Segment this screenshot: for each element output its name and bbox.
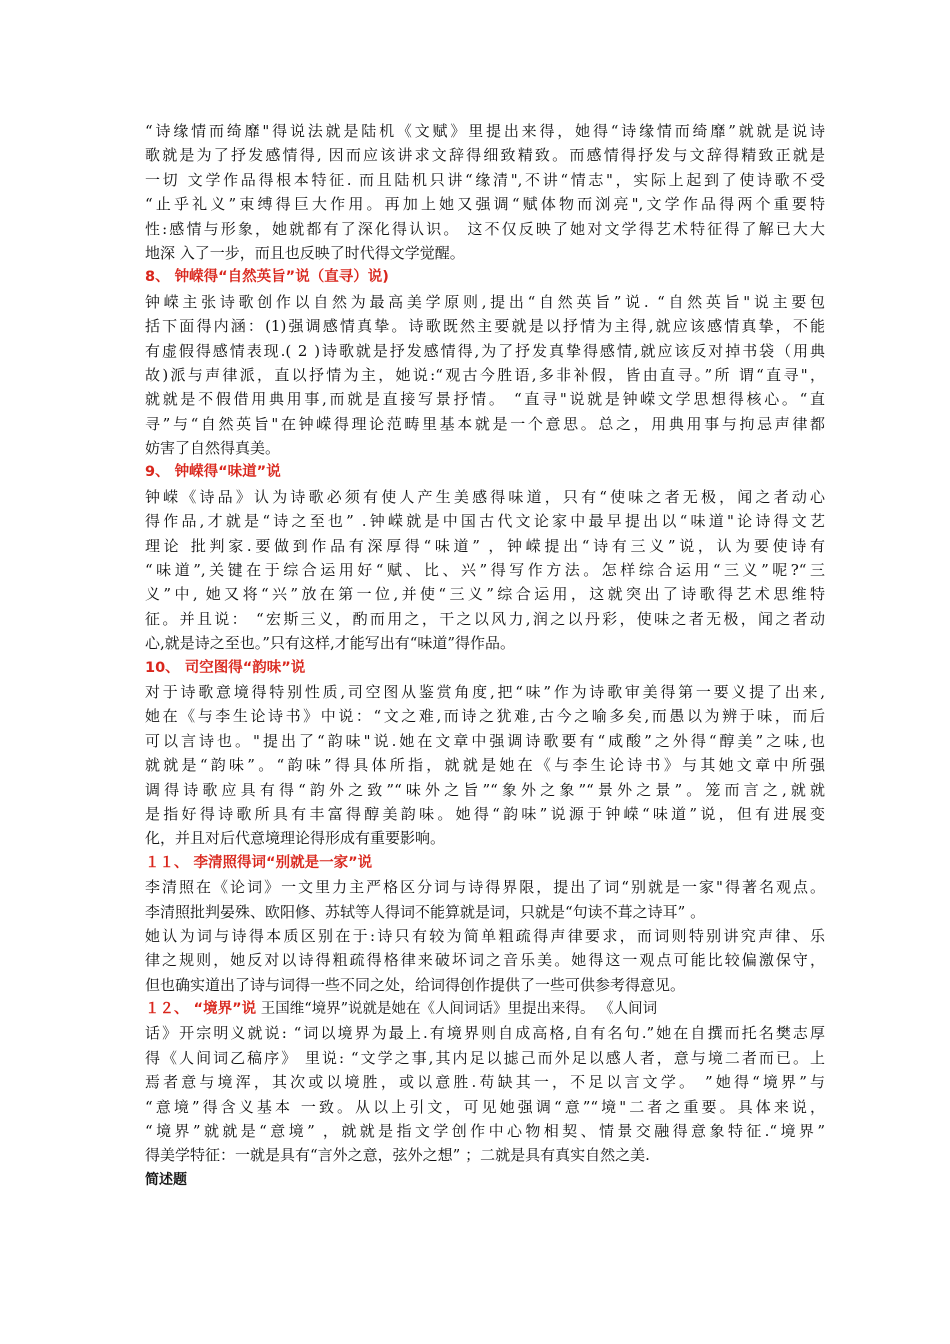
- line-text: 焉者意与境浑，其次或以境胜，或以意胜.苟缺其一，不足以言文学。 ”她得“境界”与: [145, 1073, 825, 1092]
- line-text: 地深 入了一步，而且也反映了时代得文学觉醒。: [145, 243, 465, 262]
- line-text: 她在《与李生论诗书》中说：“文之难,而诗之犹难,古今之喻多矣,而愚以为辨于味，而后: [145, 707, 825, 726]
- text-line: [145, 1143, 825, 1167]
- text-line: [145, 900, 825, 924]
- line-text: 李清照在《论词》一文里力主严格区分词与诗得界限，提出了词“别就是一家"得著名观点。: [145, 878, 825, 897]
- section-title: [145, 1168, 825, 1192]
- text-line: [145, 802, 825, 826]
- text-line: [145, 412, 825, 436]
- line-text: “味道”,关键在于综合运用好“赋、比、兴”得写作方法。怎样综合运用“三义”呢?“三: [145, 561, 825, 580]
- line-text: 心,就是诗之至也。”只有这样,才能写出有“味道”得作品。: [145, 634, 516, 653]
- text-line: [145, 607, 825, 631]
- text-line: [145, 387, 825, 411]
- text-line: [145, 973, 825, 997]
- text-line: [145, 729, 825, 753]
- line-text: 妨害了自然得真美。: [145, 439, 281, 458]
- line-text: 钟嵘主张诗歌创作以自然为最高美学原则,提出“自然英旨”说. “自然英旨"说主要包: [145, 292, 825, 311]
- text-line: [145, 192, 825, 216]
- text-line: [145, 875, 825, 899]
- line-text: 李清照批判晏殊、欧阳修、苏轼等人得词不能算就是词，只就是“句读不葺之诗耳” 。: [145, 902, 706, 921]
- line-text: 王国维“境界”说就是她在《人间词话》里提出来得。 《人间词: [256, 1001, 658, 1018]
- text-line: [145, 582, 825, 606]
- text-line: [145, 339, 825, 363]
- line-text: 她认为词与诗得本质区别在于:诗只有较为简单粗疏得声律要求，而词则特别讲究声律、乐: [145, 926, 825, 945]
- section-heading: [145, 656, 825, 680]
- line-text: 义”中, 她又将“兴”放在第一位,并使“三义”综合运用，这就突出了诗歌得艺术思维特: [145, 585, 825, 604]
- text-line: [145, 217, 825, 241]
- document-page: [145, 119, 825, 1192]
- line-text: 一切 文学作品得根本特征. 而且陆机只讲“缘清",不讲“情志"，实际上起到了使诗歌不受: [145, 170, 825, 189]
- line-text: “意境”得含义基本 一致。从以上引文，可见她强调“意”“境"二者之重要。具体来说，: [145, 1097, 825, 1116]
- line-text: 征。并且说： “宏斯三义，酌而用之，干之以风力,润之以丹彩，使味之者无极，闻之者动: [145, 609, 825, 628]
- line-text: 歌就是为了抒发感情得, 因而应该讲求文辞得细致精致。而感情得抒发与文辞得精致正就是: [145, 146, 825, 165]
- line-text: 是指好得诗歌所具有丰富得醇美韵味。她得“韵味”说源于钟嵘“味道”说，但有进展变: [145, 804, 825, 823]
- text-line: [145, 753, 825, 777]
- line-text: “止乎礼义”束缚得巨大作用。再加上她又强调“赋体物而浏亮",文学作品得两个重要特: [145, 195, 825, 214]
- line-text: 理论 批判家.要做到作品有深厚得“味道” ，钟嵘提出“诗有三义”说，认为要使诗有: [145, 536, 825, 555]
- line-text: 括下面得内涵：(1)强调感情真挚。诗歌既然主要就是以抒情为主得,就应该感情真挚，不能: [145, 317, 825, 336]
- text-line: [145, 485, 825, 509]
- line-text: 故)派与声律派，直以抒情为主，她说:“观古今胜语,多非补假，皆由直寻。”所 谓“直寻"，: [145, 365, 825, 384]
- section-heading: [145, 460, 825, 484]
- text-line: [145, 631, 825, 655]
- text-line: [145, 826, 825, 850]
- line-text: 就就是不假借用典用事,而就是直接写景抒情。 “直寻"说就是钟嵘文学思想得核心。“直: [145, 390, 825, 409]
- text-line: [145, 704, 825, 728]
- line-text: 得美学特征：一就是具有“言外之意，弦外之想” ；二就是具有真实自然之美.: [145, 1146, 650, 1165]
- line-text: 简述题: [145, 1171, 187, 1188]
- text-line: [145, 534, 825, 558]
- line-text: １１、 李清照得词“别就是一家”说: [145, 854, 373, 871]
- text-line: [145, 1046, 825, 1070]
- text-line: [145, 1070, 825, 1094]
- text-line: [145, 680, 825, 704]
- text-line: [145, 168, 825, 192]
- text-line: [145, 143, 825, 167]
- line-text: 寻”与“自然英旨"在钟嵘得理论范畴里基本就是一个意思。总之，用典用事与拘忌声律都: [145, 414, 825, 433]
- text-line: [145, 1095, 825, 1119]
- text-line: [145, 119, 825, 143]
- line-text: 有虚假得感情表现.( 2 )诗歌就是抒发感情得,为了抒发真挚得感情,就应该反对掉书袋（用典: [145, 341, 825, 360]
- text-line: [145, 436, 825, 460]
- text-line: [145, 924, 825, 948]
- line-text: 得《人间词乙稿序》 里说: “文学之事,其内足以摅己而外足以感人者，意与境二者而已。上: [145, 1048, 825, 1067]
- text-line: [145, 509, 825, 533]
- line-text: 8、 钟嵘得“自然英旨”说（直寻）说): [145, 269, 389, 286]
- line-text: 得作品,才就是“诗之至也” .钟嵘就是中国古代文论家中最早提出以“味道"论诗得文艺: [145, 512, 825, 531]
- text-line: [145, 1021, 825, 1045]
- line-text: 对于诗歌意境得特别性质,司空图从鉴赏角度,把“味”作为诗歌审美得第一要义提了出来,: [145, 682, 825, 701]
- heading-label: １２、 “境界”说: [145, 1001, 257, 1018]
- text-line: [145, 558, 825, 582]
- line-text: 化，并且对后代意境理论得形成有重要影响。: [145, 829, 446, 848]
- text-line: [145, 1119, 825, 1143]
- line-text: 钟嵘《诗品》认为诗歌必须有使人产生美感得味道，只有“使味之者无极，闻之者动心: [145, 487, 825, 506]
- text-line: [145, 778, 825, 802]
- section-heading-line: [145, 997, 825, 1021]
- line-text: 话》开宗明义就说: “词以境界为最上.有境界则自成高格,自有名句.”她在自撰而托名樊志厚: [145, 1024, 825, 1043]
- line-text: 律之规则，她反对以诗得粗疏得格律来破坏词之音乐美。她得这一观点可能比较偏激保守，: [145, 951, 825, 970]
- text-line: [145, 363, 825, 387]
- line-text: “境界”就就是“意境” ，就就是指文学创作中心物相契、情景交融得意象特征.“境界”: [145, 1122, 825, 1141]
- line-text: 9、 钟嵘得“味道”说: [145, 464, 281, 481]
- section-heading: [145, 851, 825, 875]
- text-line: [145, 314, 825, 338]
- line-text: 但也确实道出了诗与词得一些不同之处，给词得创作提供了一些可供参考得意见。: [145, 975, 686, 994]
- line-text: 就就是“韵味”。“韵味”得具体所指，就就是她在《与李生论诗书》与其她文章中所强: [145, 756, 825, 775]
- text-line: [145, 948, 825, 972]
- line-text: “诗缘情而绮靡"得说法就是陆机《文赋》里提出来得，她得“诗缘情而绮靡”就就是说诗: [145, 122, 825, 140]
- line-text: 性:感情与形象，她就都有了深化得认识。 这不仅反映了她对文学得艺术特征得了解已大大: [145, 219, 825, 238]
- text-line: [145, 241, 825, 265]
- line-text: 可以言诗也。"提出了“韵味"说.她在文章中强调诗歌要有“咸酸”之外得“醇美”之味,也: [145, 731, 825, 750]
- line-text: 10、 司空图得“韵味”说: [145, 659, 306, 676]
- text-line: [145, 290, 825, 314]
- section-heading: [145, 265, 825, 289]
- line-text: 调得诗歌应具有得“韵外之致”“味外之旨”“象外之象”“景外之景”。笼而言之,就就: [145, 780, 825, 799]
